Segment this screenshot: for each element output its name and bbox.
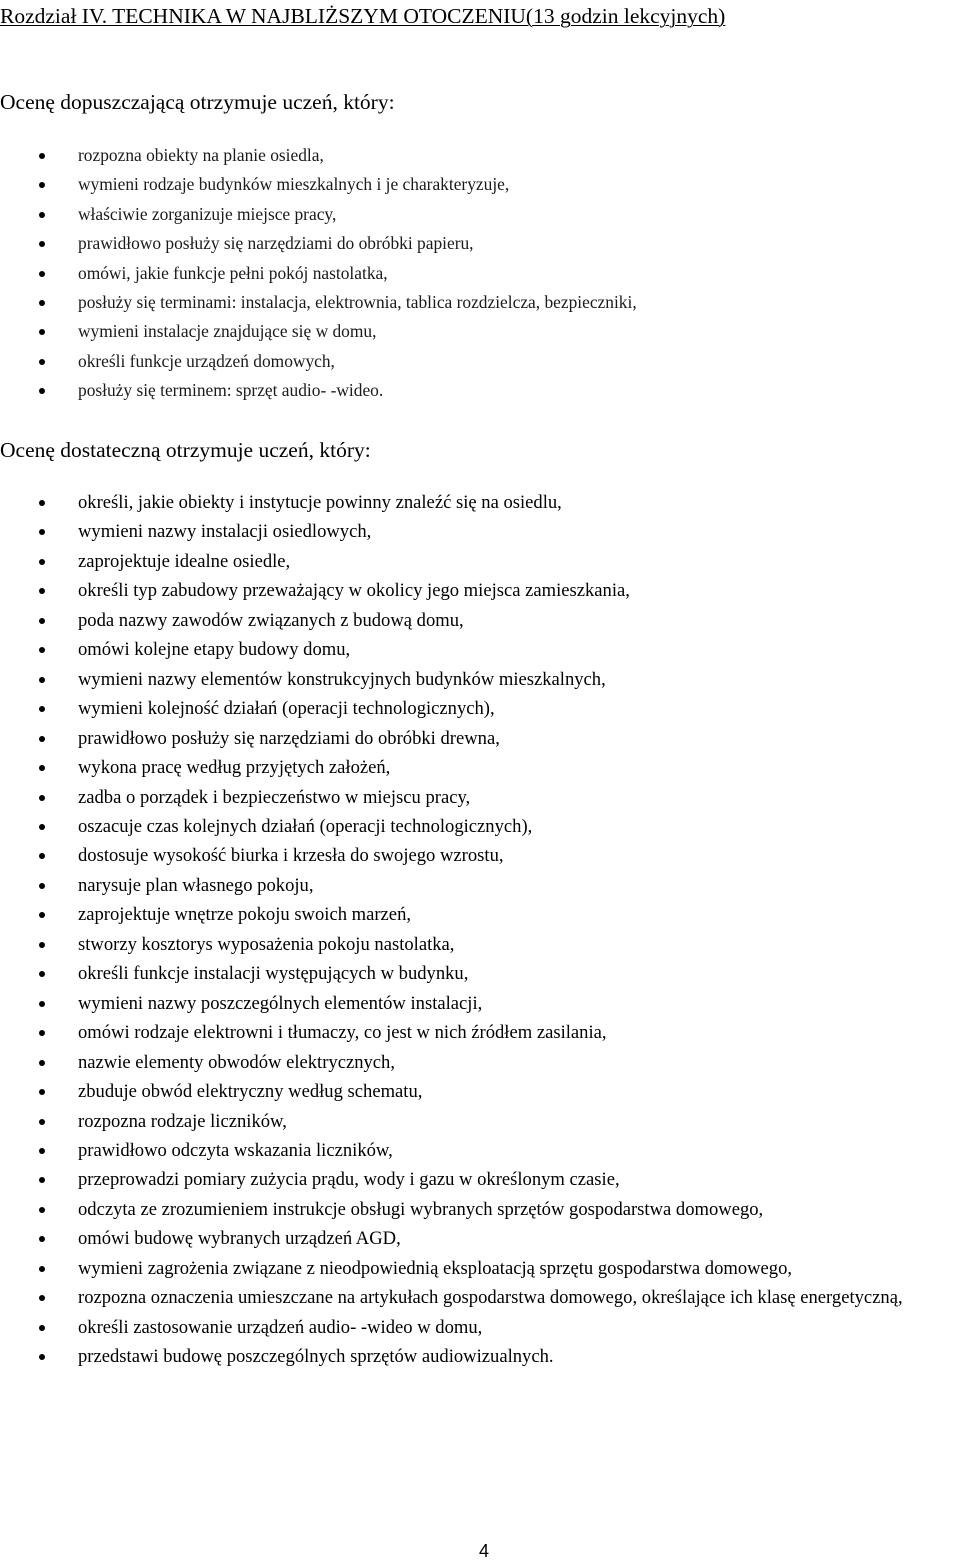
list-item: rozpozna rodzaje liczników,: [0, 1107, 960, 1136]
list-item: określi typ zabudowy przeważający w okolicy jego miejsca zamieszkania,: [0, 576, 960, 605]
list-item: przeprowadzi pomiary zużycia prądu, wody i gazu w określonym czasie,: [0, 1165, 960, 1194]
list-item: prawidłowo odczyta wskazania liczników,: [0, 1136, 960, 1165]
bullet-icon: [39, 1119, 45, 1125]
list-item: określi funkcje instalacji występujących w budynku,: [0, 959, 960, 988]
bullet-icon: [39, 883, 45, 889]
bullet-icon: [39, 241, 45, 247]
bullet-icon: [39, 388, 45, 394]
list-item: prawidłowo posłuży się narzędziami do obróbki papieru,: [0, 229, 960, 258]
grade-heading-dostateczna: Ocenę dostateczną otrzymuje uczeń, który:: [0, 438, 371, 462]
bullet-icon: [39, 618, 45, 624]
list-item: wymieni rodzaje budynków mieszkalnych i je charakteryzuje,: [0, 170, 960, 199]
criteria-list-dopuszczajaca: [0, 141, 960, 406]
chapter-title: Rozdział IV. TECHNIKA W NAJBLIŻSZYM OTOCZENIU(13 godzin lekcyjnych): [0, 4, 726, 28]
bullet-icon: [39, 1001, 45, 1007]
list-item: rozpozna obiekty na planie osiedla,: [0, 141, 960, 170]
list-item: wymieni nazwy poszczególnych elementów instalacji,: [0, 989, 960, 1018]
list-item: stworzy kosztorys wyposażenia pokoju nastolatka,: [0, 930, 960, 959]
bullet-icon: [39, 1148, 45, 1154]
list-item: właściwie zorganizuje miejsce pracy,: [0, 200, 960, 229]
list-item: rozpozna oznaczenia umieszczane na artykułach gospodarstwa domowego, określające ich klasę energetyczną,: [0, 1283, 960, 1312]
bullet-icon: [39, 795, 45, 801]
criteria-list-dostateczna: [0, 488, 960, 1372]
list-item: omówi kolejne etapy budowy domu,: [0, 635, 960, 664]
bullet-icon: [39, 942, 45, 948]
list-item: dostosuje wysokość biurka i krzesła do swojego wzrostu,: [0, 841, 960, 870]
list-item: nazwie elementy obwodów elektrycznych,: [0, 1048, 960, 1077]
bullet-icon: [39, 824, 45, 830]
bullet-icon: [39, 1266, 45, 1272]
list-item: poda nazwy zawodów związanych z budową domu,: [0, 606, 960, 635]
bullet-icon: [39, 529, 45, 535]
list-item: odczyta ze zrozumieniem instrukcje obsługi wybranych sprzętów gospodarstwa domowego,: [0, 1195, 960, 1224]
list-item: wymieni instalacje znajdujące się w domu,: [0, 317, 960, 346]
bullet-icon: [39, 500, 45, 506]
list-item: wymieni nazwy instalacji osiedlowych,: [0, 517, 960, 546]
list-item: omówi rodzaje elektrowni i tłumaczy, co jest w nich źródłem zasilania,: [0, 1018, 960, 1047]
bullet-icon: [39, 677, 45, 683]
list-item: zbuduje obwód elektryczny według schematu,: [0, 1077, 960, 1106]
bullet-icon: [39, 153, 45, 159]
list-item: zaprojektuje idealne osiedle,: [0, 547, 960, 576]
bullet-icon: [39, 1060, 45, 1066]
bullet-icon: [39, 588, 45, 594]
list-item: wymieni nazwy elementów konstrukcyjnych budynków mieszkalnych,: [0, 665, 960, 694]
list-item: zadba o porządek i bezpieczeństwo w miejscu pracy,: [0, 783, 960, 812]
list-item: określi zastosowanie urządzeń audio- -wideo w domu,: [0, 1313, 960, 1342]
bullet-icon: [39, 736, 45, 742]
list-item: określi, jakie obiekty i instytucje powinny znaleźć się na osiedlu,: [0, 488, 960, 517]
bullet-icon: [39, 329, 45, 335]
bullet-icon: [39, 359, 45, 365]
bullet-icon: [39, 300, 45, 306]
bullet-icon: [39, 912, 45, 918]
list-item: posłuży się terminami: instalacja, elektrownia, tablica rozdzielcza, bezpieczniki,: [0, 288, 960, 317]
list-item: wykona pracę według przyjętych założeń,: [0, 753, 960, 782]
bullet-icon: [39, 647, 45, 653]
bullet-icon: [39, 1325, 45, 1331]
list-item: przedstawi budowę poszczególnych sprzętów audiowizualnych.: [0, 1342, 960, 1371]
bullet-icon: [39, 971, 45, 977]
list-item: zaprojektuje wnętrze pokoju swoich marzeń,: [0, 900, 960, 929]
bullet-icon: [39, 1177, 45, 1183]
page-number: 4: [479, 1541, 490, 1561]
bullet-icon: [39, 1207, 45, 1213]
list-item: prawidłowo posłuży się narzędziami do obróbki drewna,: [0, 724, 960, 753]
bullet-icon: [39, 706, 45, 712]
list-item: wymieni zagrożenia związane z nieodpowiednią eksploatacją sprzętu gospodarstwa domowego,: [0, 1254, 960, 1283]
bullet-icon: [39, 1354, 45, 1360]
list-item: wymieni kolejność działań (operacji technologicznych),: [0, 694, 960, 723]
bullet-icon: [39, 559, 45, 565]
bullet-icon: [39, 1295, 45, 1301]
bullet-icon: [39, 271, 45, 277]
bullet-icon: [39, 1236, 45, 1242]
list-item: narysuje plan własnego pokoju,: [0, 871, 960, 900]
grade-heading-dopuszczajaca: Ocenę dopuszczającą otrzymuje uczeń, który:: [0, 90, 395, 114]
bullet-icon: [39, 212, 45, 218]
list-item: posłuży się terminem: sprzęt audio- -wideo.: [0, 376, 960, 405]
bullet-icon: [39, 182, 45, 188]
bullet-icon: [39, 1089, 45, 1095]
list-item: określi funkcje urządzeń domowych,: [0, 347, 960, 376]
list-item: omówi budowę wybranych urządzeń AGD,: [0, 1224, 960, 1253]
list-item: oszacuje czas kolejnych działań (operacji technologicznych),: [0, 812, 960, 841]
bullet-icon: [39, 765, 45, 771]
bullet-icon: [39, 853, 45, 859]
bullet-icon: [39, 1030, 45, 1036]
list-item: omówi, jakie funkcje pełni pokój nastolatka,: [0, 259, 960, 288]
